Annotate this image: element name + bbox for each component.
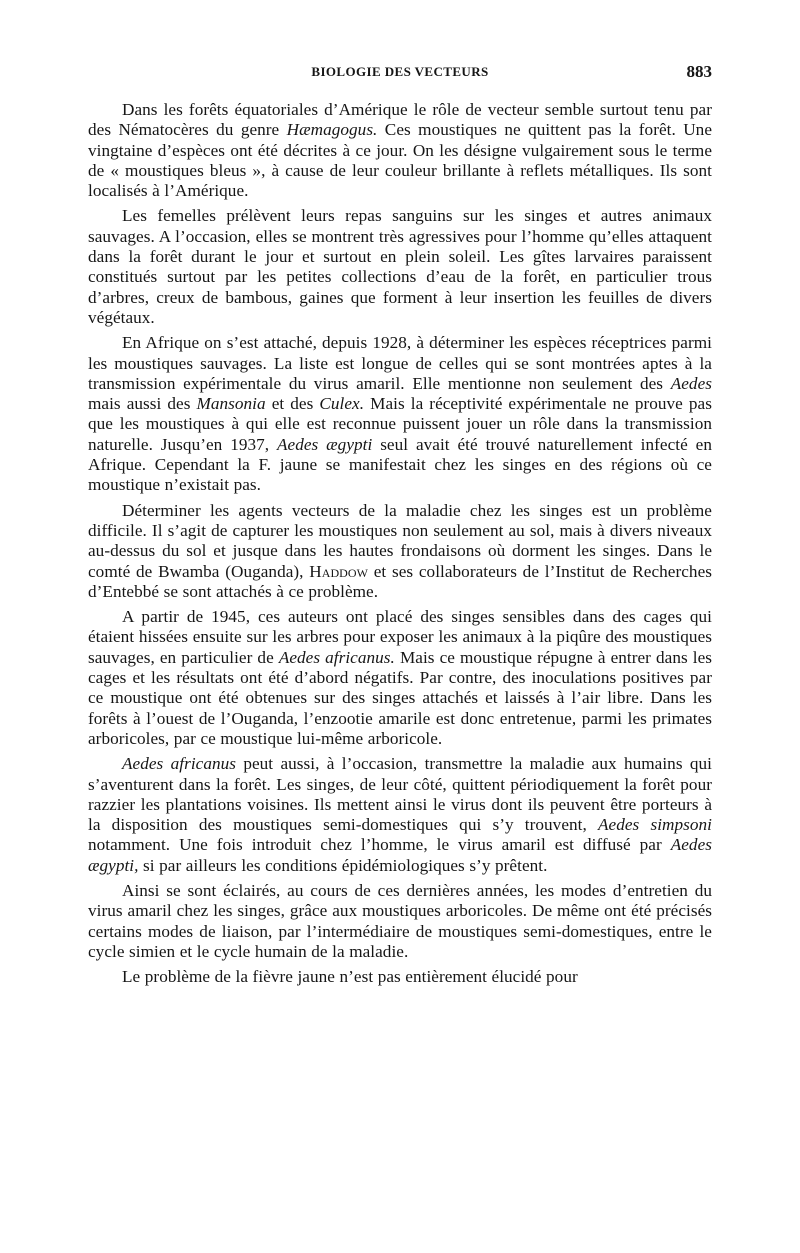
paragraph-haemagogus: Dans les forêts équatoriales d’Amérique le rôle de vecteur semble surtout tenu par des Nématocères du genre Hæmagogus. Ces moustiques ne quittent pas la forêt. Une vingtaine d’espèces ont été décrites à ce jour. On les désigne vulgairement sous le terme de « moustiques bleus », à cause de leur couleur brillante à reflets métalliques. Ils sont localisés à l’Amérique. xyxy=(88,100,713,201)
paragraph-vecteurs-singes: Déterminer les agents vecteurs de la maladie chez les singes est un problème difficile. Il s’agit de capturer les moustiques non seulement au sol, mais à divers niveaux au-dessus du sol et jusque dans les hautes frondaisons où dorment les singes. Dans le comté de Bwamba (Ouganda), Haddow et ses collaborateurs de l’Institut de Recherches d’Entebbé se sont attachés à ce problème. xyxy=(88,500,712,601)
paragraph-probleme: Le problème de la fièvre jaune n’est pas entièrement élucidé pour xyxy=(122,967,578,987)
running-head xyxy=(88,62,712,86)
body-text xyxy=(88,100,712,987)
paragraph-1945: A partir de 1945, ces auteurs ont placé des singes sensibles dans des cages qui étaient hissées ensuite sur les arbres pour exposer les animaux à la piqûre des moustiques sauvages, en particulier de Aedes africanus. Mais ce moustique répugne à entrer dans les cages et les résultats ont été d’abord négatifs. Par contre, des inoculations positives par ce moustique ont été obtenues sur des singes attachés et laissés à l’air libre. Dans les forêts à l’ouest de l’Ouganda, l’enzootie amarile est donc entretenue, parmi les primates arboricoles, par ce moustique lui-même arboricole. xyxy=(88,607,712,748)
page-number: 883 xyxy=(686,62,712,81)
running-head-title: BIOLOGIE DES VECTEURS xyxy=(311,64,489,79)
paragraph-aedes-africanus: Aedes africanus peut aussi, à l’occasion, transmettre la maladie aux humains qui s’aventurent dans la forêt. Les singes, de leur côté, quittent périodiquement la forêt pour razzier les plantations voisines. Ils mettent ainsi le virus dont ils peuvent être porteurs à la disposition des moustiques semi-domestiques qui s’y trouvent, Aedes simpsoni notamment. Une fois introduit chez l’homme, le virus amaril est diffusé par Aedes ægypti, si par ailleurs les conditions épidémiologiques s’y prêtent. xyxy=(88,754,712,875)
paragraph-femelles: Les femelles prélèvent leurs repas sanguins sur les singes et autres animaux sauvages. A l’occasion, elles se montrent très agressives pour l’homme qu’elles attaquent dans la forêt durant le jour et surtout en plein soleil. Les gîtes larvaires paraissent constitués surtout par les petites collections d’eau de la forêt, en particulier trous d’arbres, creux de bambous, gaines que forment à leur insertion les feuilles de divers végétaux. xyxy=(88,206,712,327)
paragraph-ainsi: Ainsi se sont éclairés, au cours de ces dernières années, les modes d’entretien du virus amaril chez les singes, grâce aux moustiques arboricoles. De même ont été précisés certains modes de liaison, par l’intermédiaire de moustiques semi-domestiques, entre le cycle simien et le cycle humain de la maladie. xyxy=(88,880,712,961)
paragraph-afrique: En Afrique on s’est attaché, depuis 1928, à déterminer les espèces réceptrices parmi les moustiques sauvages. La liste est longue de celles qui se sont montrées aptes à la transmission expérimentale du virus amaril. Elle mentionne non seulement des Aedes mais aussi des Mansonia et des Culex. Mais la réceptivité expérimentale ne prouve pas que les moustiques à qui elle est reconnue puissent jouer un rôle dans la transmission naturelle. Jusqu’en 1937, Aedes ægypti seul avait été trouvé naturellement infecté en Afrique. Cependant la F. jaune se manifestait chez les singes en des régions où ce moustique n’existait pas. xyxy=(88,333,712,495)
